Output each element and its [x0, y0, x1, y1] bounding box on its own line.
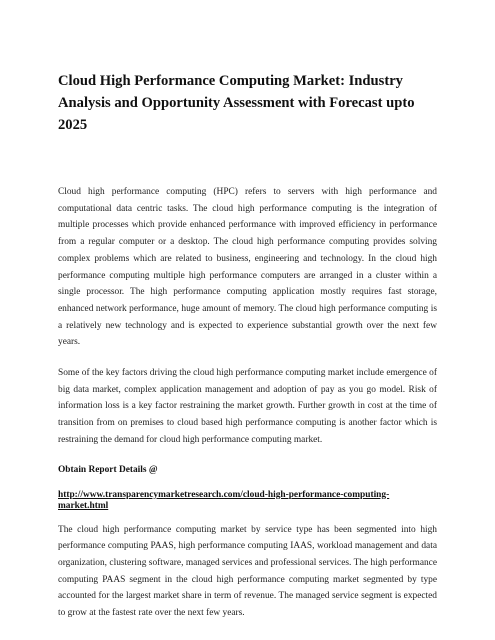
market-drivers-paragraph: Some of the key factors driving the cloud high performance computing market include emergence of big data market, complex application management and adoption of pay as you go model. Risk of information loss is a key factor restraining the market growth. Further growth in cost at the time of transition from on premises to cloud based high performance computing is another factor which is restraining the demand for cloud high performance computing market.	[58, 368, 437, 445]
report-link[interactable]: http://www.transparencymarketresearch.com/cloud-high-performance-computing-market.html	[58, 489, 390, 512]
report-details-label: Obtain Report Details @	[58, 464, 158, 475]
intro-paragraph: Cloud high performance computing (HPC) refers to servers with high performance and computational data centric tasks. The cloud high performance computing is the integration of multiple processes which provide enhanced performance with improved efficiency in performance from a regular computer or a desktop. The cloud high performance computing provides solving complex problems which are related to business, engineering and technology. In the cloud high performance computing multiple high performance computers are arranged in a cluster within a single processor. The high performance computing application mostly requires fast storage, enhanced network performance, huge amount of memory. The cloud high performance computing is a relatively new technology and is expected to experience substantial growth over the next few years.	[58, 187, 437, 348]
service-segments-paragraph: The cloud high performance computing market by service type has been segmented into high performance computing PAAS, high performance computing IAAS, workload management and data organization, clustering software, managed services and professional services. The high performance computing PAAS segment in the cloud high performance computing market segmented by type accounted for the largest market share in term of revenue. The managed service segment is expected to grow at the fastest rate over the next few years.	[58, 524, 437, 619]
document-title: Cloud High Performance Computing Market: Industry Analysis and Opportunity Assessment with Forecast upto 2025	[58, 73, 415, 133]
